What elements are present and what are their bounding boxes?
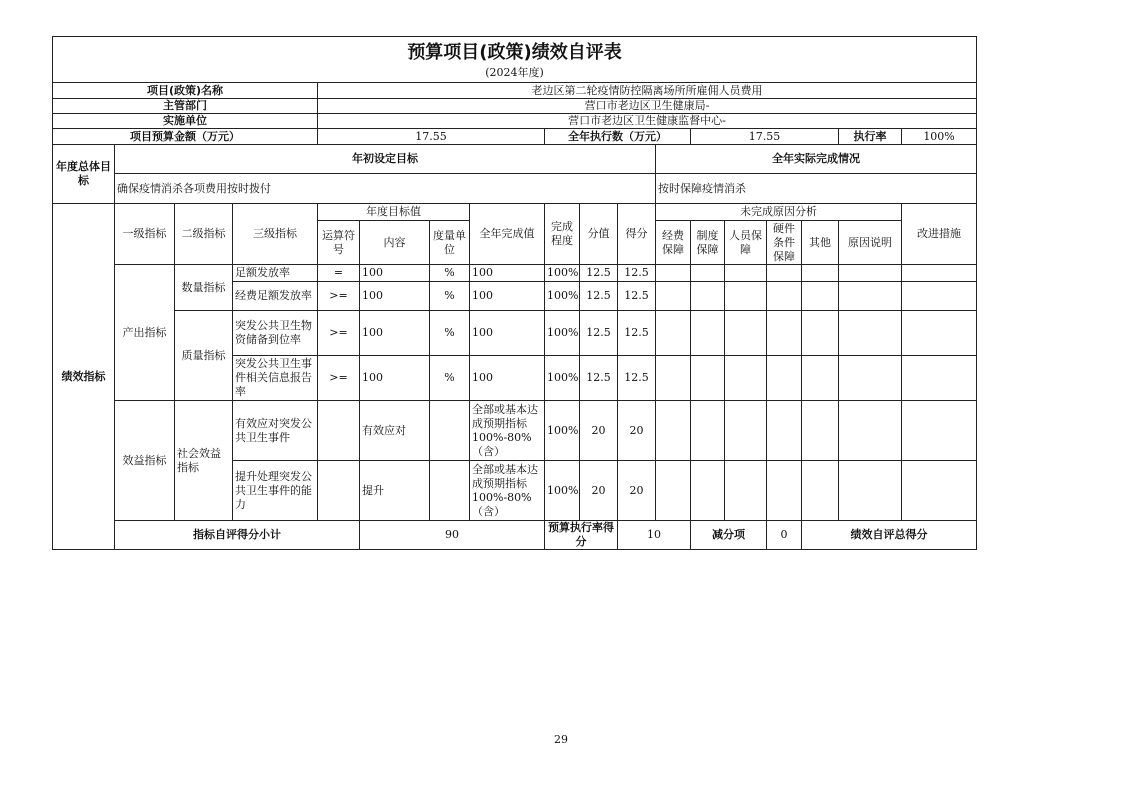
subtotal-label: 指标自评得分小计 [115,521,360,550]
actual-goal-header: 全年实际完成情况 [656,145,977,174]
indicator-content: 100 [360,282,430,311]
initial-goal-text: 确保疫情消杀各项费用按时拨付 [115,174,656,204]
indicator-degree: 100% [545,265,580,282]
indicator-unit: % [430,356,470,401]
indicator-score: 12.5 [618,282,656,311]
deduct-value: 0 [767,521,802,550]
indicator-value: 100 [470,311,545,356]
annual-goal-label: 年度总体目标 [53,145,115,204]
indicator-value: 全部或基本达成预期指标100%-80%（含） [470,461,545,521]
indicator-name: 有效应对突发公共卫生事件 [233,401,318,461]
budget-score-label: 预算执行率得分 [545,521,618,550]
annual-target-header: 年度目标值 [318,204,470,221]
indicator-score: 12.5 [618,356,656,401]
improve-header: 改进措施 [902,204,977,265]
reason-explain-header: 原因说明 [839,221,902,265]
indicator-degree: 100% [545,461,580,521]
exec-value: 17.55 [691,129,839,145]
perf-indicator-label: 绩效指标 [53,204,115,550]
indicator-points: 12.5 [580,265,618,282]
performance-evaluation-table [52,36,977,550]
indicator-operator [318,461,360,521]
reason-analysis-header: 未完成原因分析 [656,204,902,221]
indicator-points: 20 [580,461,618,521]
project-name: 老边区第二轮疫情防控隔离场所所雇佣人员费用 [318,83,977,99]
indicator-name: 经费足额发放率 [233,282,318,311]
indicator-unit [430,401,470,461]
budget-score-value: 10 [618,521,691,550]
level1-header: 一级指标 [115,204,175,265]
page-title: 预算项目(政策)绩效自评表 [53,37,977,65]
rate-value: 100% [902,129,977,145]
indicator-name: 提升处理突发公共卫生事件的能力 [233,461,318,521]
indicator-degree: 100% [545,401,580,461]
indicator-points: 12.5 [580,311,618,356]
indicator-unit: % [430,311,470,356]
indicator-points: 20 [580,401,618,461]
unit-label: 实施单位 [53,114,318,129]
indicator-name: 突发公共卫生物资储备到位率 [233,311,318,356]
group-social: 社会效益指标 [175,401,233,521]
unit-header: 度量单位 [430,221,470,265]
actual-goal-text: 按时保障疫情消杀 [656,174,977,204]
indicator-unit [430,461,470,521]
indicator-operator: >= [318,356,360,401]
indicator-score: 20 [618,461,656,521]
reason-other-header: 其他 [802,221,839,265]
dept-label: 主管部门 [53,99,318,114]
budget-label: 项目预算金额（万元） [53,129,318,145]
indicator-name: 足额发放率 [233,265,318,282]
indicator-value: 100 [470,282,545,311]
dept-value: 营口市老边区卫生健康局- [318,99,977,114]
indicator-value: 100 [470,265,545,282]
total-score-label: 绩效自评总得分 [802,521,977,550]
indicator-degree: 100% [545,356,580,401]
group-benefit: 效益指标 [115,401,175,521]
indicator-operator [318,401,360,461]
indicator-value: 100 [470,356,545,401]
level3-header: 三级指标 [233,204,318,265]
group-quality: 质量指标 [175,311,233,401]
indicator-points: 12.5 [580,282,618,311]
indicator-value: 全部或基本达成预期指标100%-80%（含） [470,401,545,461]
budget-value: 17.55 [318,129,545,145]
group-quantity: 数量指标 [175,265,233,311]
content-header: 内容 [360,221,430,265]
rate-label: 执行率 [839,129,902,145]
indicator-degree: 100% [545,282,580,311]
annual-value-header: 全年完成值 [470,204,545,265]
reason-funding-header: 经费保障 [656,221,691,265]
level2-header: 二级指标 [175,204,233,265]
score-header: 得分 [618,204,656,265]
page-number: 29 [554,733,568,746]
indicator-content: 100 [360,311,430,356]
indicator-content: 100 [360,265,430,282]
subtotal-value: 90 [360,521,545,550]
indicator-score: 20 [618,401,656,461]
indicator-points: 12.5 [580,356,618,401]
indicator-operator: >= [318,311,360,356]
initial-goal-header: 年初设定目标 [115,145,656,174]
deduct-label: 减分项 [691,521,767,550]
indicator-operator: = [318,265,360,282]
unit-value: 营口市老边区卫生健康监督中心- [318,114,977,129]
indicator-operator: >= [318,282,360,311]
reason-system-header: 制度保障 [691,221,725,265]
indicator-content: 100 [360,356,430,401]
fiscal-year: (2024年度) [53,65,977,83]
operator-header: 运算符号 [318,221,360,265]
group-output: 产出指标 [115,265,175,401]
indicator-unit: % [430,282,470,311]
completion-header: 完成程度 [545,204,580,265]
exec-label: 全年执行数（万元） [545,129,691,145]
reason-hardware-header: 硬件条件保障 [767,221,802,265]
indicator-degree: 100% [545,311,580,356]
reason-staff-header: 人员保障 [725,221,767,265]
indicator-content: 提升 [360,461,430,521]
indicator-unit: % [430,265,470,282]
indicator-score: 12.5 [618,311,656,356]
score-value-header: 分值 [580,204,618,265]
project-name-label: 项目(政策)名称 [53,83,318,99]
indicator-name: 突发公共卫生事件相关信息报告率 [233,356,318,401]
indicator-score: 12.5 [618,265,656,282]
indicator-content: 有效应对 [360,401,430,461]
